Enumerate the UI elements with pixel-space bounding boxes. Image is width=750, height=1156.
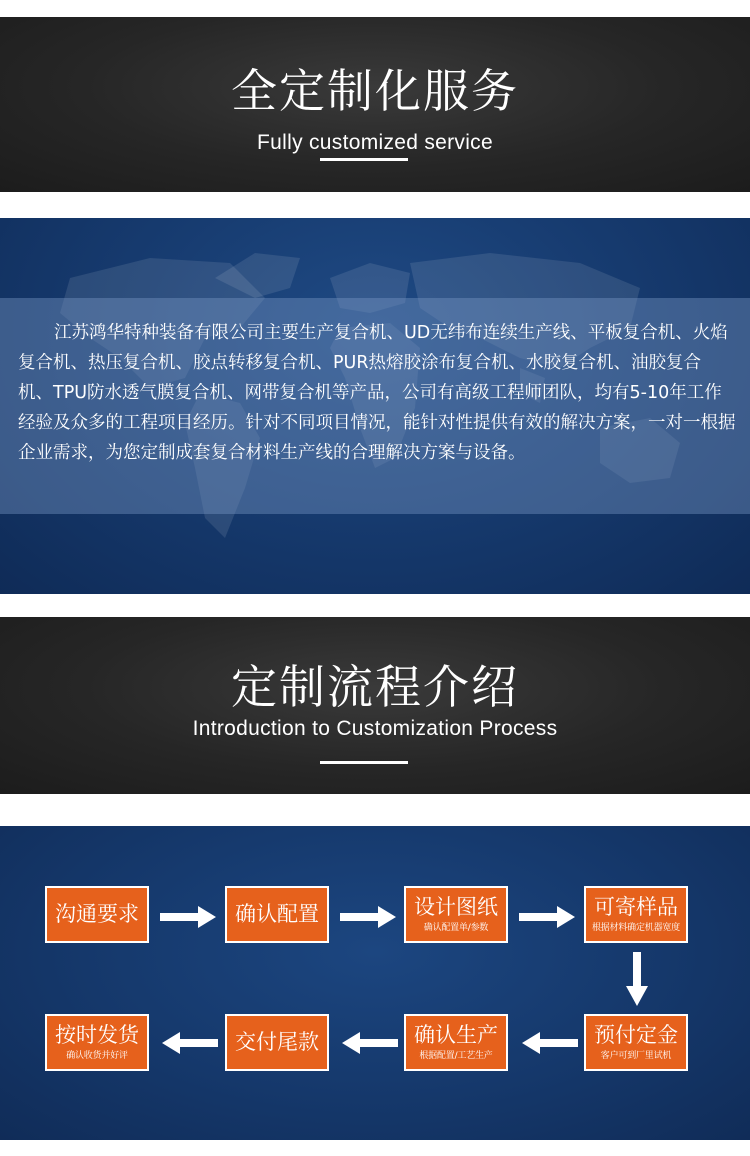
- service-title: 全定制化服务: [231, 64, 519, 118]
- step-label: 沟通要求: [55, 902, 139, 926]
- company-intro-panel: [0, 218, 750, 594]
- arrow-left-icon: [520, 1032, 578, 1054]
- step-label: 可寄样品: [594, 895, 678, 919]
- step-label: 按时发货: [55, 1023, 139, 1047]
- intro-text-strip: [0, 298, 750, 514]
- arrow-down-icon: [626, 952, 648, 1006]
- process-subtitle: Introduction to Customization Process: [192, 717, 558, 740]
- service-subtitle: Fully customized service: [257, 131, 493, 154]
- process-flow-panel: [0, 826, 750, 1140]
- process-header-band: [0, 617, 750, 794]
- step-note: 确认收货并好评: [66, 1051, 128, 1061]
- step-communicate: [45, 886, 149, 943]
- step-ship-on-time: [45, 1014, 149, 1071]
- service-header-band: [0, 17, 750, 192]
- step-note: 确认配置单/参数: [423, 923, 489, 933]
- company-intro-text: 江苏鸿华特种装备有限公司主要生产复合机、UD无纬布连续生产线、平板复合机、火焰复合机、热压复合机、胶点转移复合机、PUR热熔胶涂布复合机、水胶复合机、油胶复合机、TPU防水透气膜复合机、网带复合机等产品，公司有高级工程师团队，均有5-10年工作经验及众多的工程项目经历。针对不同项目情况，能针对性提供有效的解决方案，一对一根据企业需求，为您定制成套复合材料生产线的合理解决方案与设备。: [18, 323, 736, 463]
- step-confirm-production: [404, 1014, 508, 1071]
- step-label: 预付定金: [594, 1023, 678, 1047]
- arrow-right-icon: [519, 906, 577, 928]
- step-label: 确认配置: [235, 902, 319, 926]
- step-note: 客户可到厂里试机: [600, 1051, 672, 1061]
- step-design-drawing: [404, 886, 508, 943]
- process-title: 定制流程介绍: [231, 660, 519, 714]
- step-final-payment: [225, 1014, 329, 1071]
- arrow-left-icon: [160, 1032, 218, 1054]
- arrow-right-icon: [340, 906, 398, 928]
- step-note: 根据材料确定机器宽度: [591, 923, 680, 933]
- step-note: 根据配置/工艺生产: [419, 1051, 493, 1061]
- step-send-samples: [584, 886, 688, 943]
- arrow-left-icon: [340, 1032, 398, 1054]
- step-label: 确认生产: [414, 1023, 498, 1047]
- step-label: 交付尾款: [235, 1030, 319, 1054]
- title-underline: [320, 761, 408, 764]
- step-confirm-config: [225, 886, 329, 943]
- step-deposit: [584, 1014, 688, 1071]
- arrow-right-icon: [160, 906, 218, 928]
- title-underline: [320, 158, 408, 161]
- step-label: 设计图纸: [414, 895, 498, 919]
